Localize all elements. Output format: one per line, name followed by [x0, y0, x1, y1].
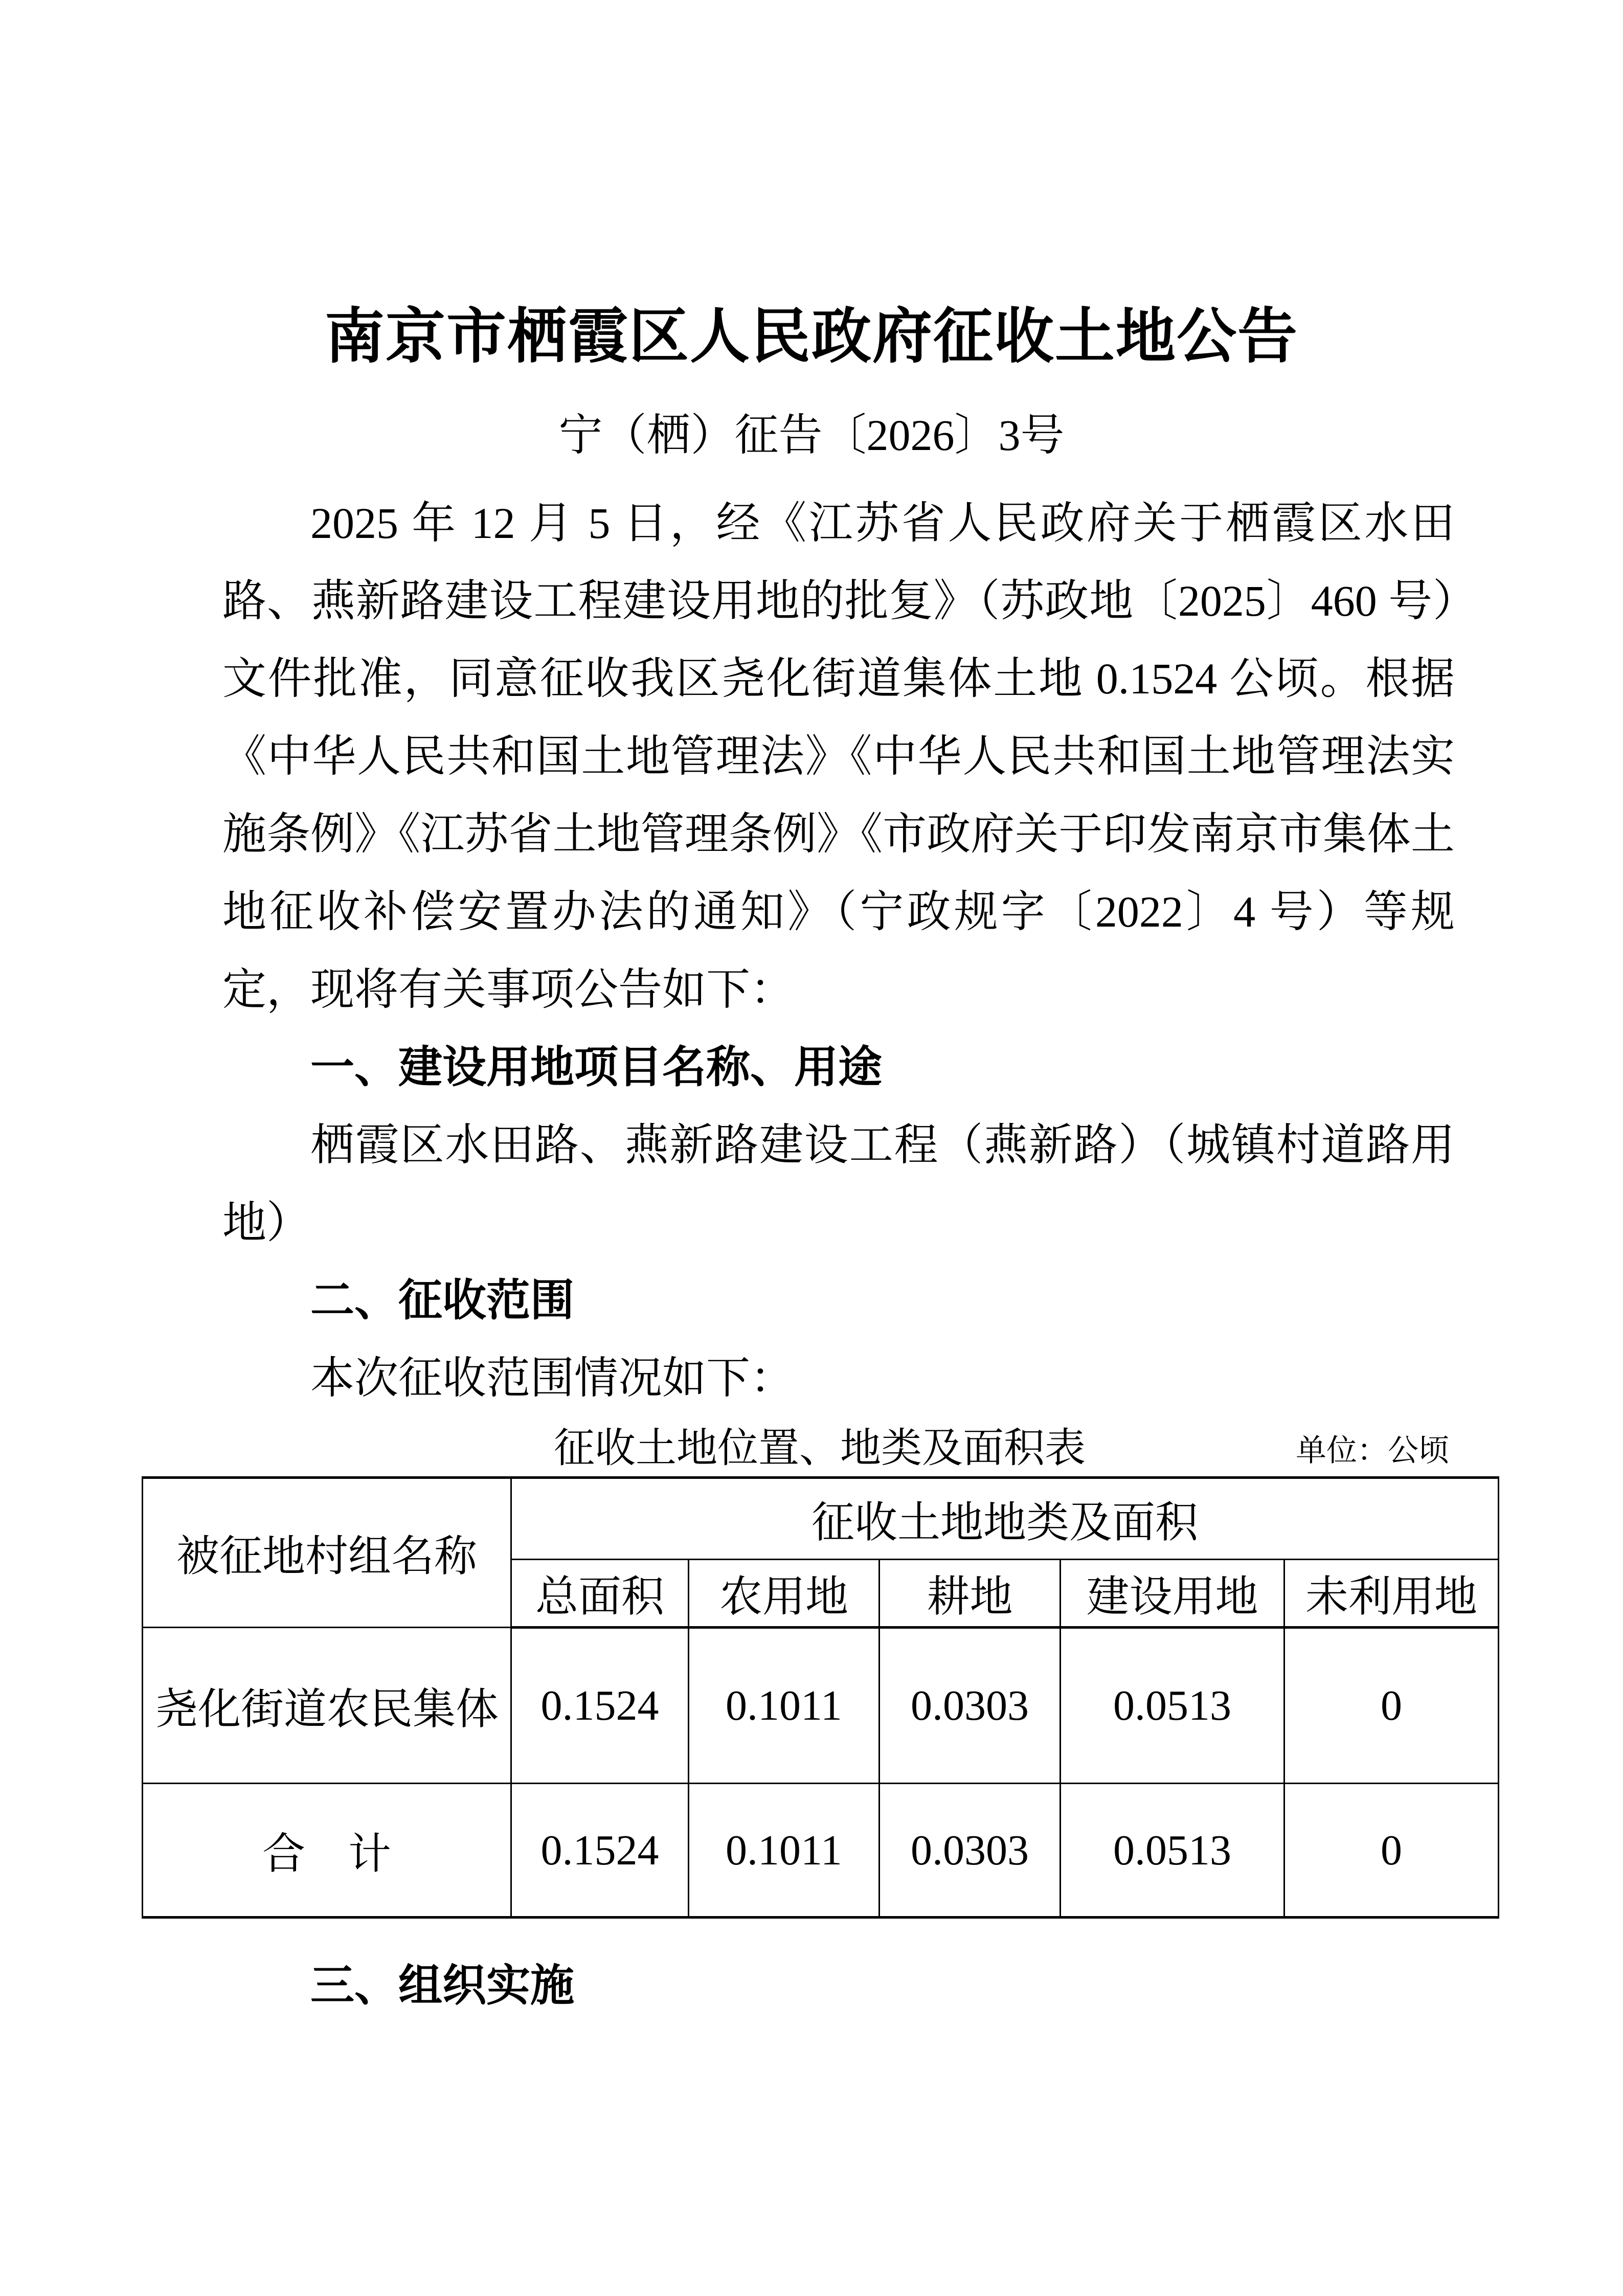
- column-header-cultivated-land: 耕地: [880, 1560, 1061, 1628]
- land-acquisition-table: [142, 1476, 1499, 1919]
- table-total-row: [143, 1784, 1499, 1918]
- cell-total-area: 0.1524: [511, 1784, 689, 1918]
- cell-agricultural-land: 0.1011: [689, 1628, 880, 1784]
- column-header-village-name: 被征地村组名称: [143, 1478, 511, 1628]
- table-unit-label: 单位：公顷: [1296, 1434, 1449, 1468]
- table-caption: 征收土地位置、地类及面积表: [554, 1426, 1086, 1471]
- cell-construction-land: 0.0513: [1061, 1628, 1284, 1784]
- cell-total-area: 0.1524: [511, 1628, 689, 1784]
- section-heading-3: 三、组织实施: [310, 1961, 574, 2010]
- column-header-total-area: 总面积: [511, 1560, 689, 1628]
- document-body: [222, 484, 1455, 1417]
- cell-unused-land: 0: [1284, 1628, 1499, 1784]
- paragraph-scope-intro: 本次征收范围情况如下：: [310, 1354, 794, 1403]
- cell-village-name: 尧化街道农民集体: [143, 1628, 511, 1784]
- paragraph-project-name: 栖霞区水田路、燕新路建设工程（燕新路）（城镇村道路用地）: [222, 1120, 1455, 1247]
- column-header-construction-land: 建设用地: [1061, 1560, 1284, 1628]
- section-heading-1: 一、建设用地项目名称、用途: [310, 1043, 882, 1092]
- cell-unused-land: 0: [1284, 1784, 1499, 1918]
- cell-construction-land: 0.0513: [1061, 1784, 1284, 1918]
- cell-agricultural-land: 0.1011: [689, 1784, 880, 1918]
- table-header-row-1: [143, 1478, 1499, 1560]
- cell-cultivated-land: 0.0303: [880, 1628, 1061, 1784]
- page-title: 南京市栖霞区人民政府征收土地公告: [324, 304, 1298, 370]
- document-number: 宁（栖）征告〔2026〕3号: [558, 411, 1065, 460]
- paragraph-approval: 2025 年 12 月 5 日，经《江苏省人民政府关于栖霞区水田路、燕新路建设工程建设用地的批复》（苏政地〔2025〕460 号）文件批准，同意征收我区尧化街道集体土地 0.1524 公顷。根据《中华人民共和国土地管理法》《中华人民共和国土地管理法实施条例》《江苏省土地管理条例》《市政府关于印发南京市集体土地征收补偿安置办法的通知》（宁政规字〔2022〕4 号）等规定，现将有关事项公告如下：: [222, 499, 1455, 1014]
- section-heading-2: 二、征收范围: [310, 1276, 574, 1325]
- table-caption-row: [142, 1424, 1498, 1473]
- column-group-header-land-type-area: 征收土地地类及面积: [511, 1478, 1499, 1560]
- column-header-agricultural-land: 农用地: [689, 1560, 880, 1628]
- cell-total-label: 合 计: [143, 1784, 511, 1918]
- table-row: [143, 1628, 1499, 1784]
- cell-cultivated-land: 0.0303: [880, 1784, 1061, 1918]
- column-header-unused-land: 未利用地: [1284, 1560, 1499, 1628]
